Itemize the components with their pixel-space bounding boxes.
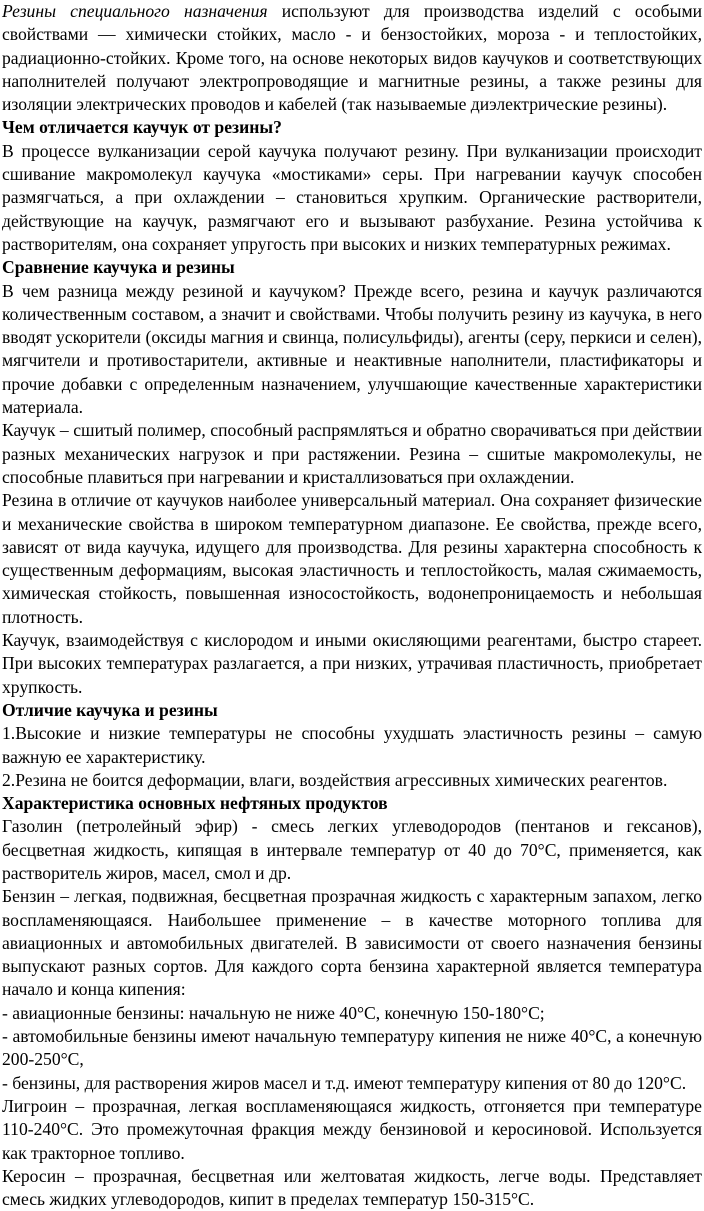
paragraph-vulcanization: В процессе вулканизации серой каучука получают резину. При вулканизации происходит сшивание макромолекул каучука «мостиками» серы. При нагревании каучук способен размягчаться, а при охлаждении – становиться хрупким. Органические растворители, действующие на каучук, размягчают его и вызывают разбухание. Резина устойчива к растворителям, она сохраняет упругость при высоких и низких температурных режимах.: [2, 140, 702, 254]
paragraph-composition: В чем разница между резиной и каучуком? Прежде всего, резина и каучук различаются количественным составом, а значит и свойствами. Чтобы получить резину из каучука, в него вводят ускорители (оксиды магния и свинца, полисульфиды), агенты (серу, перкиси и селен), мягчители и противостарители, активные и неактивные наполнители, пластификаторы и прочие добавки с определенным назначением, улучшающие качественные характеристики материала.: [2, 280, 702, 418]
heading-petroleum-products: Характеристика основных нефтяных продуктов: [2, 793, 388, 814]
document-body: [2, 0, 702, 1211]
paragraph-rubber-properties: Резина в отличие от каучуков наиболее универсальный материал. Она сохраняет физические и механические свойства в широком температурном диапазоне. Ее свойства, прежде всего, зависят от вида каучука, идущего для производства. Для резины характерна способность к существенным деформациям, высокая эластичность и теплостойкость, малая сжимаемость, химическая стойкость, повышенная износостойкость, водонепроницаемость и небольшая плотность.: [2, 490, 702, 627]
paragraph-aging: Каучук, взаимодействуя с кислородом и иными окисляющими реагентами, быстро стареет. При высоких температурах разлагается, а при низких, утрачивая пластичность, приобретает хрупкость.: [2, 630, 702, 697]
intro-text: используют для производства изделий с особыми свойствами — химически стойких, масло - и бензостойких, мороза - и теплостойких, радиационно-стойких. Кроме того, на основе некоторых видов каучуков и соответствующих наполнителей получают электропроводящие и магнитные резины, а также резины для изоляции электрических проводов и кабелей (так называемые диэлектрические резины).: [2, 1, 702, 115]
paragraph-kerosene: Керосин – прозрачная, бесцветная или желтоватая жидкость, легче воды. Представляет смесь жидких углеводородов, кипит в пределах температур 150-315°С.: [2, 1165, 702, 1210]
paragraph-ligroin: Лигроин – прозрачная, легкая воспламеняющаяся жидкость, отгоняется при температуре 110-240°С. Это промежуточная фракция между бензиновой и керосиновой. Используется как тракторное топливо.: [2, 1095, 702, 1163]
heading-differences: Отличие каучука и резины: [2, 699, 218, 720]
list-item-solvent: - бензины, для растворения жиров масел и т.д. имеют температуру кипения от 80 до 120°С.: [2, 1072, 687, 1093]
intro-italic-term: Резины специального назначения: [2, 1, 268, 21]
paragraph-crosslinked-polymer: Каучук – сшитый полимер, способный распрямляться и обратно сворачиваться при действии разных механических нагрузок и при растяжении. Резина – сшитые макромолекулы, не способные плавиться при нагревании и кристаллизоваться при охлаждении.: [2, 420, 702, 487]
list-item-automobile: - автомобильные бензины имеют начальную температуру кипения не ниже 40°С, а конечную 200-250°С,: [2, 1026, 702, 1070]
heading-rubber-vs-caoutchouc: Чем отличается каучук от резины?: [2, 117, 282, 138]
list-item-1: 1.Высокие и низкие температуры не способны ухудшать эластичность резины – самую важную ее характеристику.: [2, 723, 702, 767]
paragraph-gasoline-ether: Газолин (петролейный эфир) - смесь легких углеводородов (пентанов и гексанов), бесцветная жидкость, кипящая в интервале температур от 40 до 70°С, применяется, как растворитель жиров, масел, смол и др.: [2, 816, 702, 883]
list-item-2: 2.Резина не боится деформации, влаги, воздействия агрессивных химических реагентов.: [2, 769, 668, 790]
paragraph-benzine: Бензин – легкая, подвижная, бесцветная прозрачная жидкость с характерным запахом, легко воспламеняющаяся. Наибольшее применение – в качестве моторного топлива для авиационных и автомобильных двигателей. В зависимости от своего назначения бензины выпускают разных сортов. Для каждого сорта бензина характерной является температура начало и конца кипения:: [2, 886, 702, 1000]
intro-paragraph: [2, 0, 702, 116]
heading-comparison: Сравнение каучука и резины: [2, 257, 235, 278]
list-item-aviation: - авиационные бензины: начальную не ниже 40°С, конечную 150-180°С;: [2, 1002, 545, 1023]
